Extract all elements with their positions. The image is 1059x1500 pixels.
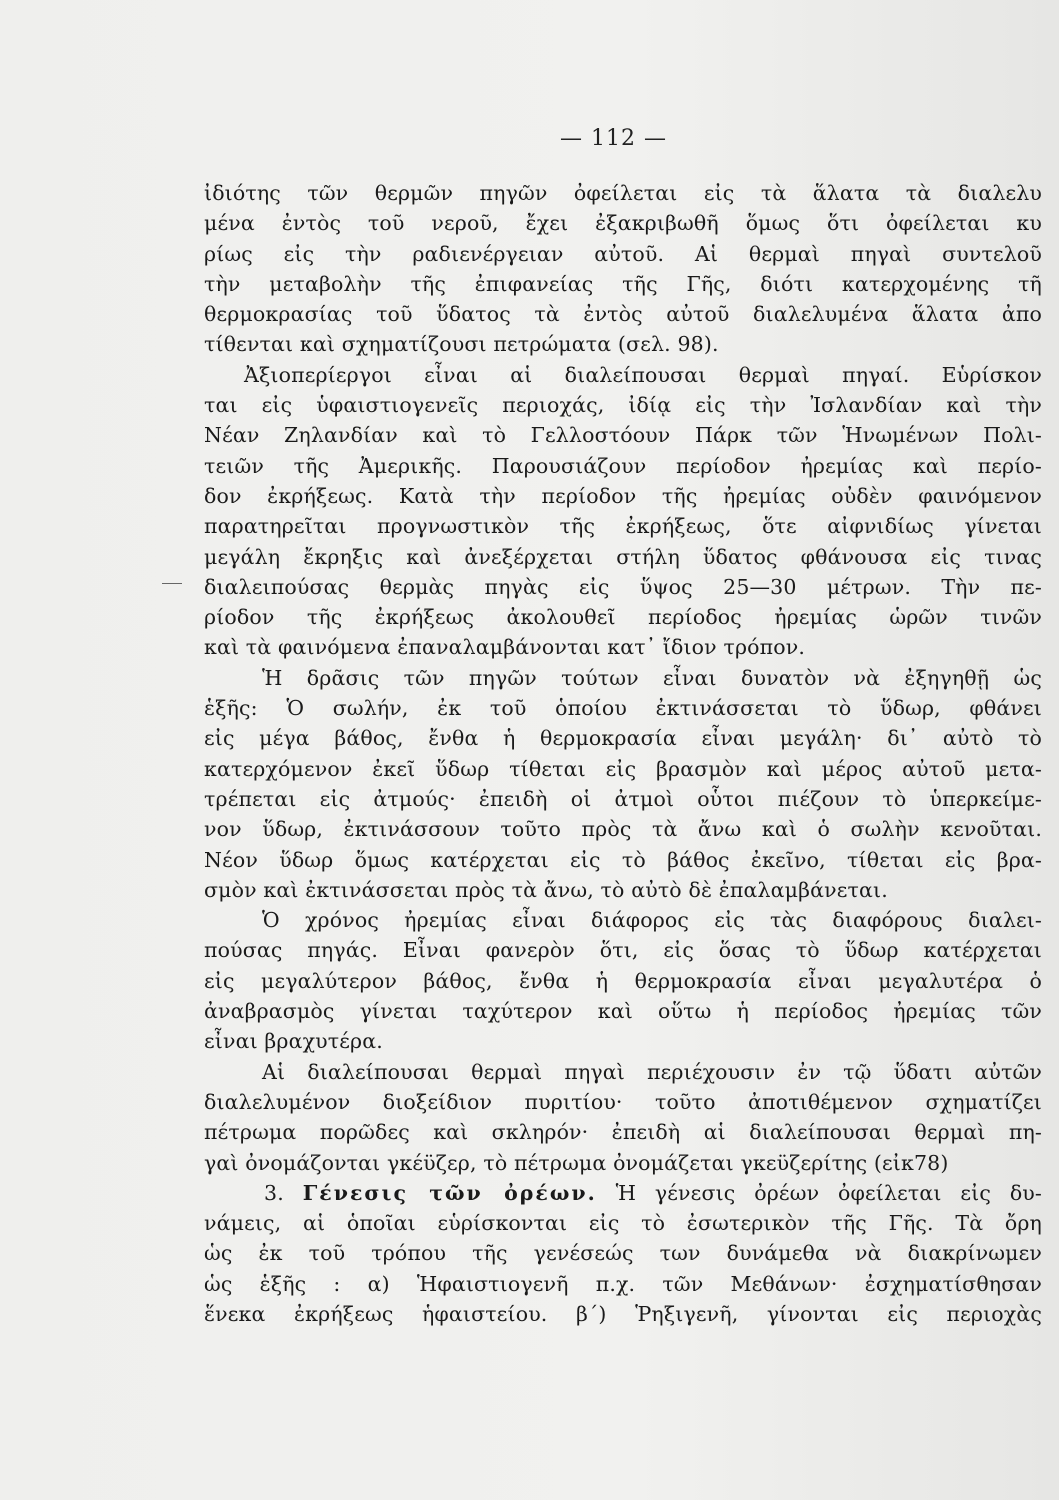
text-line: εἰς μέγα βάθος, ἔνθα ἡ θερμοκρασία εἶναι μεγάλη· δι᾽ αὐτὸ τὸ [204,726,1042,751]
paragraph-start: Ὁ χρόνος ἠρεμίας εἶναι διάφορος εἰς τὰς διαφόρους διαλει- [262,908,1042,933]
text-line: ἕνεκα ἐκρήξεως ἡφαιστείου. β´) Ῥηξιγενῆ, γίνονται εἰς περιοχὰς [204,1301,1042,1326]
text-line: ρίοδον τῆς ἐκρήξεως ἀκολουθεῖ περίοδος ἠρεμίας ὡρῶν τινῶν [204,605,1042,630]
text-line: διαλειπούσας θερμὰς πηγὰς εἰς ὕψος 25—30 μέτρων. Τὴν πε- [204,574,1042,599]
text-line: ὡς ἑξῆς : α) Ἡφαιστιογενῆ π.χ. τῶν Μεθάνων· ἐσχηματίσθησαν [204,1271,1042,1296]
text-line: τρέπεται εἰς ἀτμούς· ἐπειδὴ οἱ ἀτμοὶ οὗτοι πιέζουν τὸ ὑπερκείμε- [204,786,1042,811]
text-line: πούσας πηγάς. Εἶναι φανερὸν ὅτι, εἰς ὅσας τὸ ὕδωρ κατέρχεται [204,938,1042,963]
text-line: τὴν μεταβολὴν τῆς ἐπιφανείας τῆς Γῆς, διότι κατερχομένης τῆ [204,271,1042,296]
text-line: ὡς ἐκ τοῦ τρόπου τῆς γενέσεώς των δυνάμεθα νὰ διακρίνωμεν [204,1241,1042,1266]
section-heading-line [204,1178,1042,1208]
text-line: εἰς μεγαλύτερον βάθος, ἔνθα ἡ θερμοκρασία εἶναι μεγαλυτέρα ὁ [204,968,1042,993]
text-line: κατερχόμενον ἐκεῖ ὕδωρ τίθεται εἰς βρασμὸν καὶ μέρος αὐτοῦ μετα- [204,756,1042,781]
text-line: ται εἰς ὑφαιστιογενεῖς περιοχάς, ἰδίᾳ εἰς τὴν Ἰσλανδίαν καὶ τὴν [204,393,1042,418]
text-line: γαὶ ὀνομάζονται γκέϋζερ, τὸ πέτρωμα ὀνομάζεται γκεϋζερίτης (εἰκ78) [204,1150,949,1175]
text-line: ρίως εἰς τὴν ραδιενέργειαν αὐτοῦ. Αἱ θερμαὶ πηγαὶ συντελοῦ [204,241,1042,266]
text-line: διαλελυμένον διοξείδιον πυριτίου· τοῦτο ἀποτιθέμενον σχηματίζει [204,1089,1042,1114]
text-line: μεγάλη ἔκρηξις καὶ ἀνεξέρχεται στήλη ὕδατος φθάνουσα εἰς τινας [204,544,1042,569]
text-line: ἰδιότης τῶν θερμῶν πηγῶν ὀφείλεται εἰς τὰ ἅλατα τὰ διαλελυ [204,181,1042,205]
section-first-line: Ἡ γένεσις ὀρέων ὀφείλεται εἰς δυ- [615,1180,1042,1205]
text-line: θερμοκρασίας τοῦ ὕδατος τὰ ἐντὸς αὐτοῦ διαλελυμένα ἅλατα ἀπο [204,302,1042,327]
text-line: μένα ἐντὸς τοῦ νεροῦ, ἔχει ἐξακριβωθῆ ὅμως ὅτι ὀφείλεται κυ [204,211,1042,236]
text-line: πέτρωμα πορῶδες καὶ σκληρόν· ἐπειδὴ αἱ διαλείπουσαι θερμαὶ πη- [204,1120,1042,1145]
text-line: νάμεις, αἱ ὁποῖαι εὑρίσκονται εἰς τὸ ἐσωτερικὸν τῆς Γῆς. Τὰ ὄρη [204,1211,1042,1236]
text-line: σμὸν καὶ ἐκτινάσσεται πρὸς τὰ ἄνω, τὸ αὐτὸ δὲ ἐπαλαμβάνεται. [204,877,888,902]
text-line: νον ὕδωρ, ἐκτινάσσουν τοῦτο πρὸς τὰ ἄνω καὶ ὁ σωλὴν κενοῦται. [204,817,1042,842]
section-heading: Γένεσις τῶν ὀρέων. [302,1180,597,1205]
paragraph-start: Ἡ δρᾶσις τῶν πηγῶν τούτων εἶναι δυνατὸν νὰ ἐξηγηθῇ ὡς [262,665,1042,690]
text-line: Νέαν Ζηλανδίαν καὶ τὸ Γελλοστόουν Πάρκ τῶν Ἡνωμένων Πολι- [204,423,1042,448]
text-line: καὶ τὰ φαινόμενα ἐπαναλαμβάνονται κατ᾽ ἴδιον τρόπον. [204,635,806,660]
text-line: δον ἐκρήξεως. Κατὰ τὴν περίοδον τῆς ἠρεμίας οὐδὲν φαινόμενον [204,483,1042,508]
text-line: ἀναβρασμὸς γίνεται ταχύτερον καὶ οὕτω ἡ περίοδος ἠρεμίας τῶν [204,999,1042,1024]
margin-mark [162,583,182,584]
section-number: 3. [264,1180,284,1205]
paragraph-start: Ἀξιοπερίεργοι εἶναι αἱ διαλείπουσαι θερμαὶ πηγαί. Εὑρίσκον [244,362,1042,387]
text-line: εἶναι βραχυτέρα. [204,1029,383,1054]
paragraph-start: Αἱ διαλείπουσαι θερμαὶ πηγαὶ περιέχουσιν ἐν τῷ ὕδατι αὐτῶν [262,1059,1042,1084]
body-text [204,178,1042,1329]
text-line: Νέον ὕδωρ ὅμως κατέρχεται εἰς τὸ βάθος ἐκεῖνο, τίθεται εἰς βρα- [204,847,1042,872]
text-line: τειῶν τῆς Ἀμερικῆς. Παρουσιάζουν περίοδον ἠρεμίας καὶ περίο- [204,453,1042,478]
text-line: ἑξῆς: Ὁ σωλήν, ἐκ τοῦ ὁποίου ἐκτινάσσεται τὸ ὕδωρ, φθάνει [204,696,1042,721]
text-line: παρατηρεῖται προγνωστικὸν τῆς ἐκρήξεως, ὅτε αἰφνιδίως γίνεται [204,514,1042,539]
page-number: — 112 — [560,126,667,151]
text-line: τίθενται καὶ σχηματίζουσι πετρώματα (σελ. 98). [204,332,719,357]
